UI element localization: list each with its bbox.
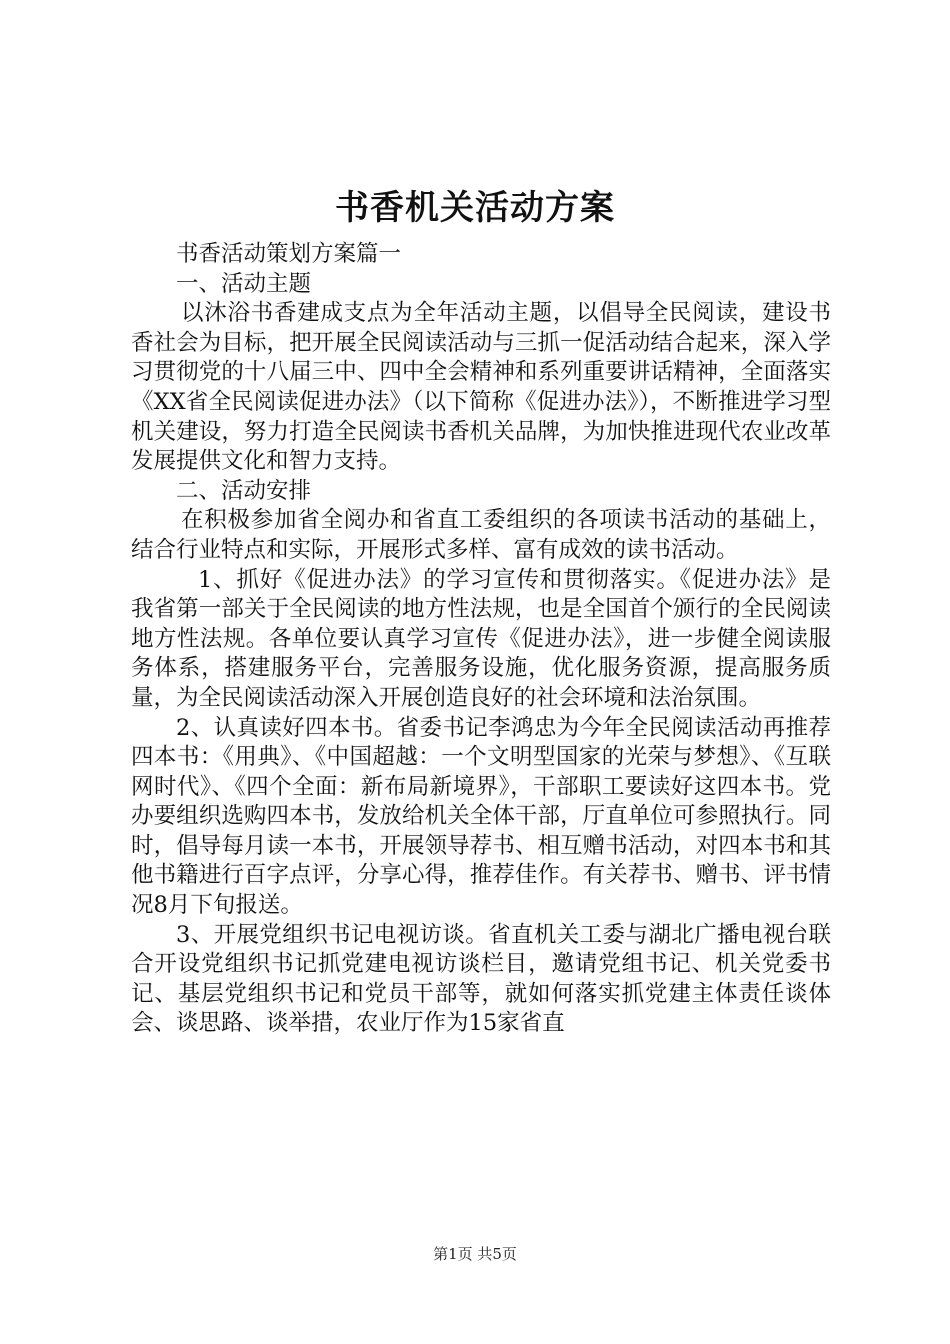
section-heading: 书香活动策划方案篇一 <box>176 241 402 267</box>
page-number: 第1页 共5页 <box>433 1245 517 1263</box>
section-heading: 二、活动安排 <box>176 477 312 504</box>
section-heading: 一、活动主题 <box>176 270 312 297</box>
document-body <box>131 240 831 1039</box>
document-title: 书香机关活动方案 <box>335 188 615 228</box>
body-paragraph: 在积极参加省全阅办和省直工委组织的各项读书活动的基础上，结合行业特点和实际，开展形式多样、富有成效的读书活动。 <box>131 507 831 563</box>
body-paragraph: 3、开展党组织书记电视访谈。省直机关工委与湖北广播电视台联合开设党组织书记抓党建电视访谈栏目，邀请党组书记、机关党委书记、基层党组织书记和党员干部等，就如何落实抓党建主体责任谈体会、谈思路、谈举措，农业厅作为15家省直 <box>131 921 831 1037</box>
body-paragraph: 2、认真读好四本书。省委书记李鸿忠为今年全民阅读活动再推荐四本书：《用典》、《中国超越：一个文明型国家的光荣与梦想》、《互联网时代》、《四个全面：新布局新境界》，干部职工要读好这四本书。党办要组织选购四本书，发放给机关全体干部，厅直单位可参照执行。同时，倡导每月读一本书，开展领导荐书、相互赠书活动，对四本书和其他书籍进行百字点评，分享心得，推荐佳作。有关荐书、赠书、评书情况8月下旬报送。 <box>131 714 831 919</box>
body-paragraph: 1、抓好《促进办法》的学习宣传和贯彻落实。《促进办法》是我省第一部关于全民阅读的地方性法规，也是全国首个颁行的全民阅读地方性法规。各单位要认真学习宣传《促进办法》，进一步健全阅读服务体系，搭建服务平台，完善服务设施，优化服务资源，提高服务质量，为全民阅读活动深入开展创造良好的社会环境和法治氛围。 <box>131 566 831 711</box>
body-paragraph: 以沐浴书香建成支点为全年活动主题，以倡导全民阅读，建设书香社会为目标，把开展全民阅读活动与三抓一促活动结合起来，深入学习贯彻党的十八届三中、四中全会精神和系列重要讲话精神，全面落实《XX省全民阅读促进办法》（以下简称《促进办法》），不断推进学习型机关建设，努力打造全民阅读书香机关品牌，为加快推进现代农业改革发展提供文化和智力支持。 <box>131 300 831 475</box>
